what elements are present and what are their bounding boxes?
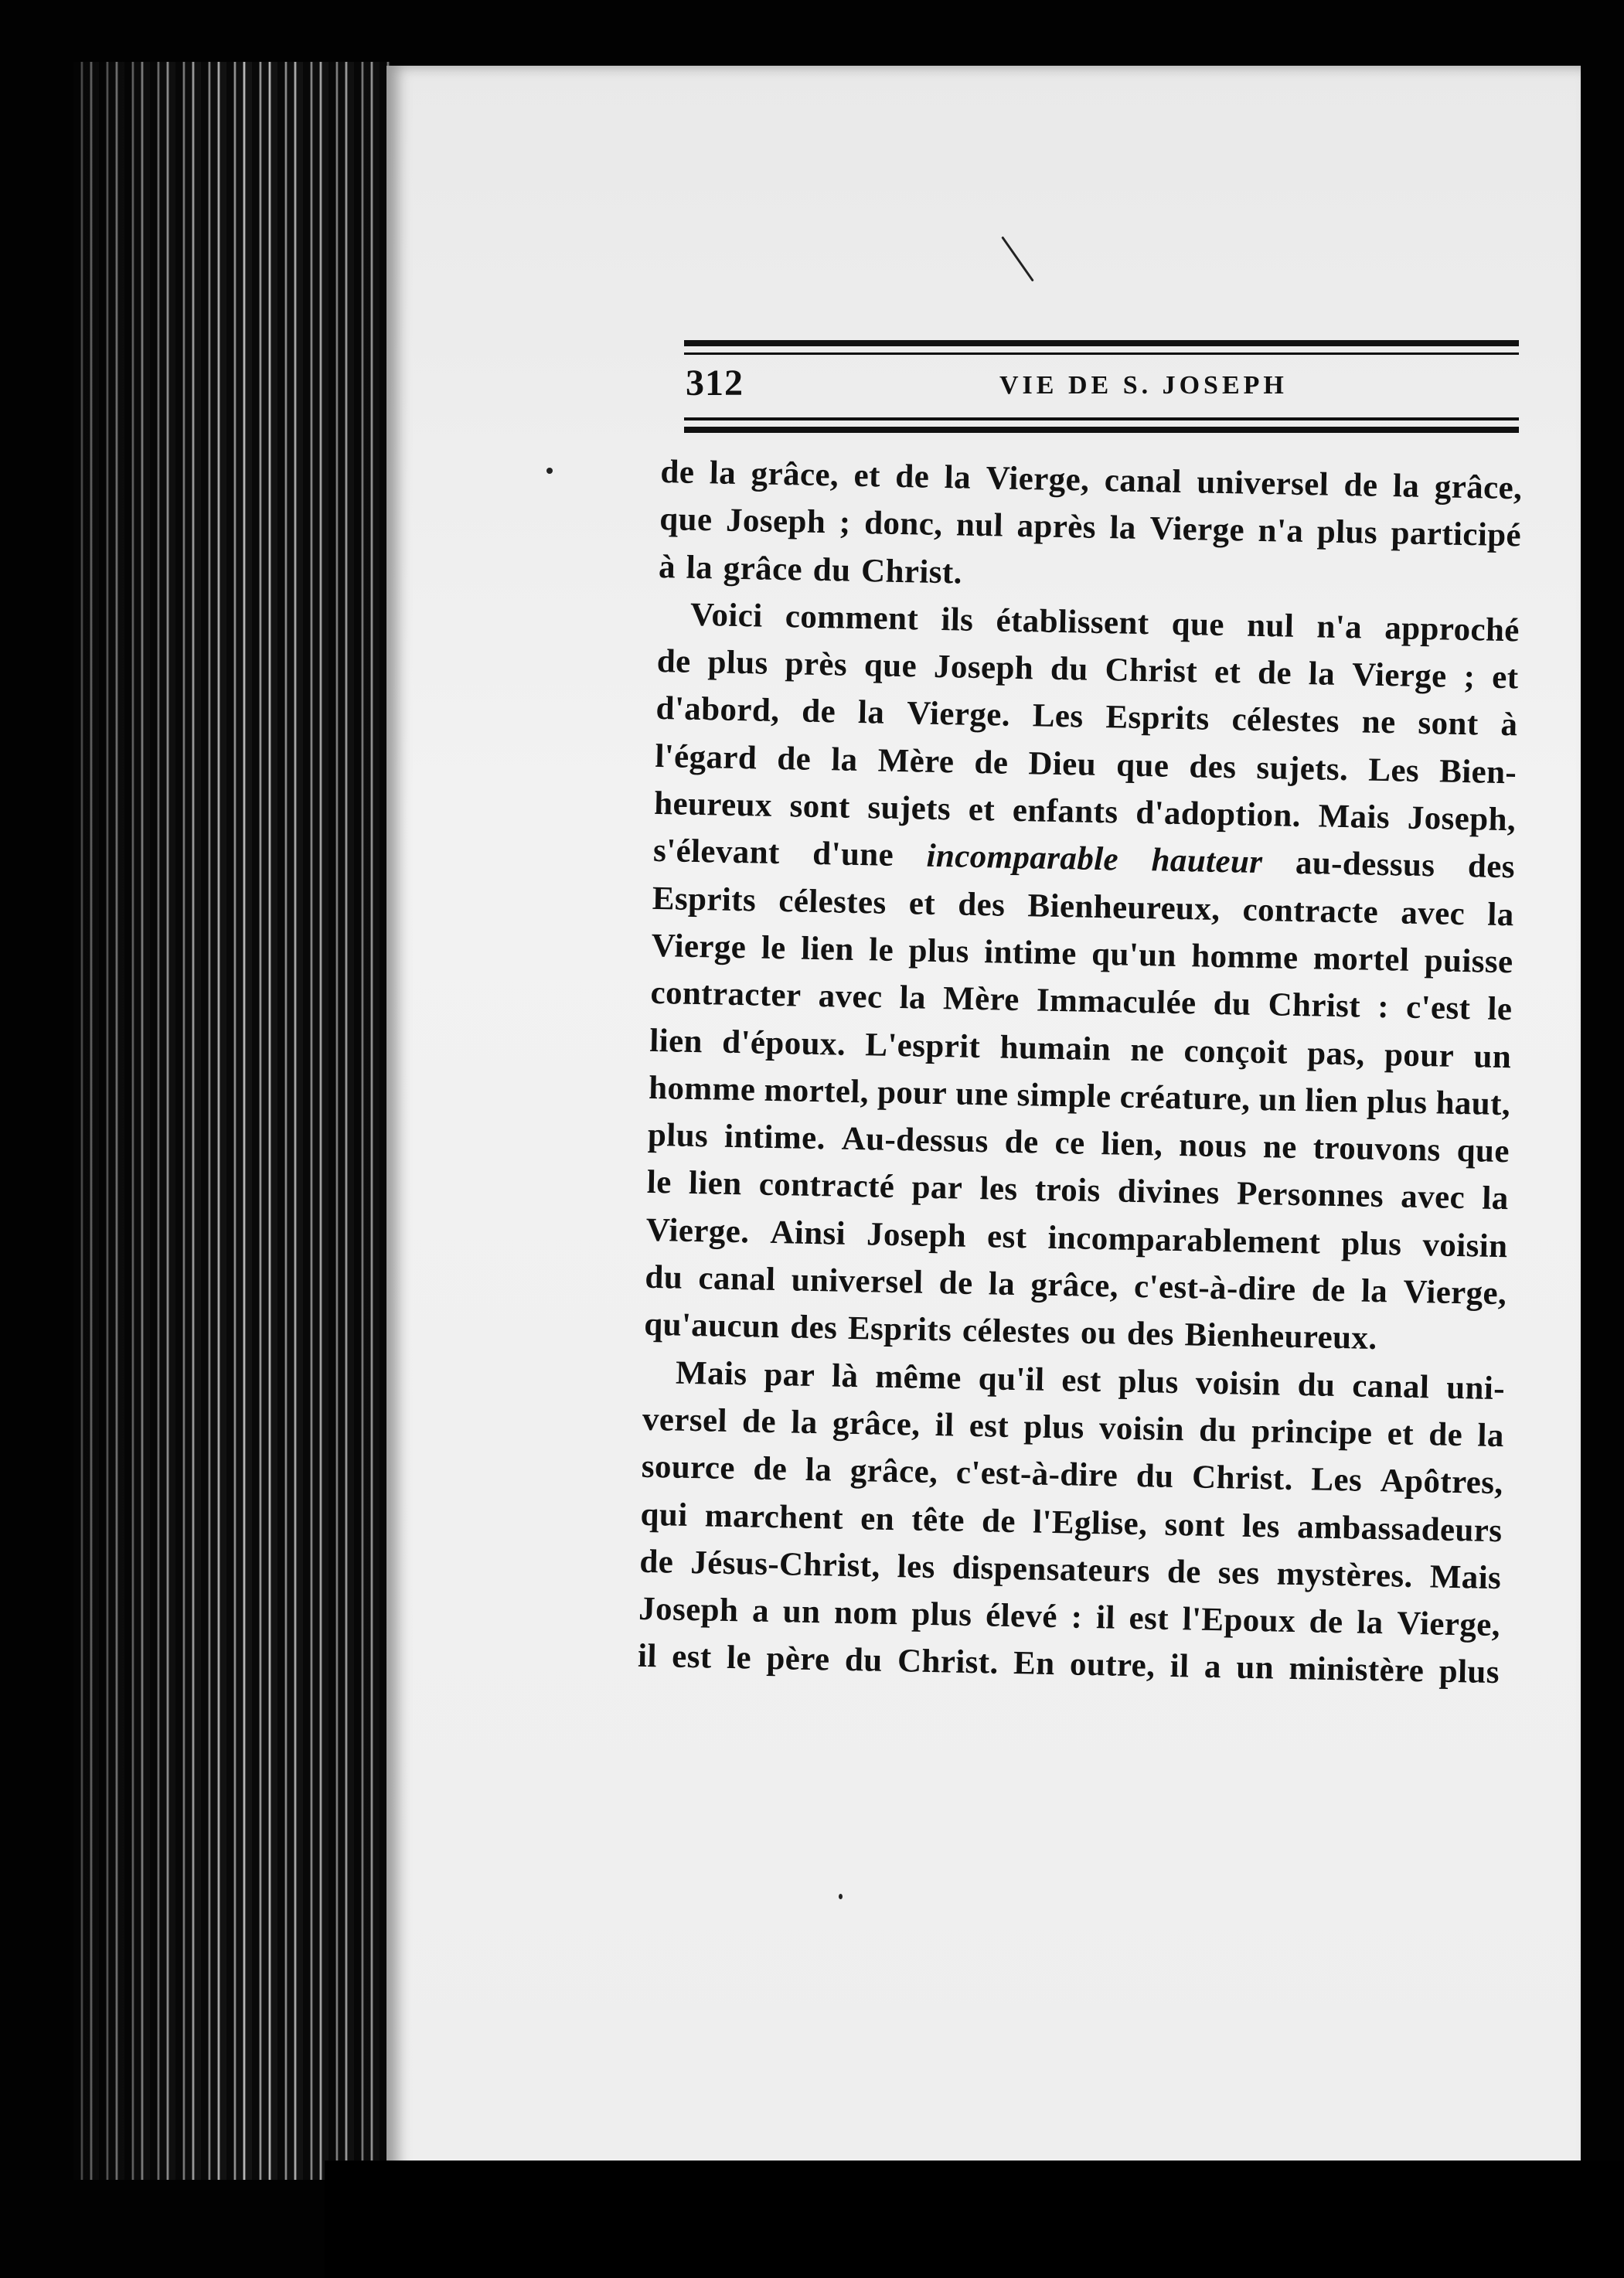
- word: de: [801, 693, 836, 730]
- word: à: [658, 548, 676, 585]
- word: ses: [1217, 1554, 1261, 1592]
- word: Les: [1310, 1461, 1363, 1499]
- header-rule: [684, 352, 1519, 355]
- word: des: [1126, 1316, 1175, 1354]
- word: Joseph: [725, 502, 826, 541]
- word: célestes: [1231, 701, 1340, 741]
- word: tête: [911, 1501, 965, 1539]
- word: intime.: [723, 1118, 826, 1157]
- word: trouvons: [1312, 1129, 1442, 1169]
- header-rule: [684, 417, 1519, 421]
- word: voisin: [1422, 1226, 1508, 1265]
- word: Personnes: [1236, 1175, 1384, 1215]
- word: les: [897, 1548, 936, 1585]
- word: père: [766, 1640, 830, 1678]
- header-rule: [684, 427, 1519, 433]
- word: de: [1166, 1553, 1202, 1591]
- word: haut,: [1435, 1085, 1511, 1123]
- word: qu'il: [978, 1360, 1045, 1398]
- word: sujets: [867, 789, 952, 828]
- word: la: [1356, 1604, 1384, 1642]
- word: pour: [1384, 1036, 1455, 1074]
- word: Au-dessus: [841, 1120, 989, 1160]
- word: Mère: [942, 980, 1020, 1019]
- word: Christ.: [860, 552, 963, 591]
- word: outre,: [1069, 1646, 1156, 1684]
- word: voisin: [1195, 1364, 1282, 1403]
- word: pour: [877, 1074, 948, 1112]
- word: la: [1392, 468, 1420, 505]
- word: est: [986, 1218, 1027, 1256]
- word: que: [1456, 1132, 1510, 1170]
- word: la: [1360, 1272, 1388, 1310]
- word: heureux: [653, 785, 773, 824]
- word: Christ: [1268, 986, 1361, 1025]
- word: grâce,: [1030, 1266, 1119, 1305]
- word: le: [761, 929, 787, 967]
- word: d'abord,: [655, 690, 780, 730]
- word: incomparablement: [1047, 1219, 1321, 1262]
- word: de: [660, 453, 695, 491]
- word: que: [1115, 747, 1169, 785]
- word: un: [1258, 1081, 1297, 1119]
- word: à: [1500, 707, 1518, 744]
- word: il: [637, 1638, 658, 1675]
- word: élevé: [985, 1597, 1058, 1636]
- word: grâce,: [832, 1405, 921, 1443]
- word: après: [1016, 508, 1097, 547]
- word: un: [1473, 1037, 1512, 1075]
- word: mortel: [1312, 940, 1410, 979]
- word: la: [988, 1265, 1016, 1303]
- running-title: VIE DE S. JOSEPH: [999, 371, 1288, 400]
- word: contracter: [650, 975, 802, 1014]
- word: lien: [649, 1022, 703, 1060]
- word: la: [709, 455, 737, 492]
- word: plus: [1438, 1653, 1500, 1691]
- italic-word: hauteur: [1151, 842, 1263, 881]
- word: de: [981, 1502, 1016, 1540]
- word: grâce,: [849, 1452, 938, 1491]
- word: plus: [1340, 1224, 1402, 1263]
- running-head: [684, 334, 1519, 450]
- word: source: [641, 1448, 736, 1487]
- word: Vierge: [651, 927, 747, 966]
- scan-speck: [546, 468, 553, 474]
- word: contracte: [1242, 891, 1379, 931]
- word: et: [1491, 659, 1519, 696]
- word: En: [1013, 1645, 1056, 1683]
- word: Christ: [1105, 652, 1198, 690]
- word: Les: [1032, 697, 1084, 736]
- word: canal: [1351, 1367, 1430, 1405]
- word: et: [853, 457, 881, 495]
- word: de: [639, 1543, 674, 1581]
- word: et: [1387, 1415, 1415, 1452]
- word: grâce,: [1434, 468, 1523, 507]
- word: le: [646, 1164, 672, 1201]
- word: Immaculée: [1036, 982, 1197, 1022]
- word: il: [935, 1406, 955, 1444]
- word: la: [830, 741, 859, 778]
- word: Vierge: [1351, 656, 1448, 695]
- word: les: [1241, 1507, 1281, 1545]
- word: lien: [800, 930, 855, 968]
- word: s'élevant: [652, 833, 781, 872]
- word: Vierge,: [1403, 1273, 1507, 1313]
- word: il: [1169, 1648, 1190, 1685]
- word: Apôtres,: [1380, 1462, 1504, 1502]
- word: et: [908, 884, 936, 922]
- word: de: [1004, 1123, 1040, 1161]
- word: que: [863, 647, 918, 685]
- word: ministère: [1289, 1650, 1425, 1690]
- word: de: [1309, 1603, 1343, 1641]
- word: plus: [1023, 1408, 1085, 1446]
- word: du: [1297, 1366, 1336, 1404]
- word: la: [1477, 1417, 1505, 1455]
- word: Bienheureux.: [1184, 1316, 1377, 1357]
- word: n'a: [1316, 608, 1363, 646]
- word: Vierge.: [906, 695, 1011, 734]
- word: approché: [1384, 609, 1520, 649]
- word: le: [1487, 990, 1513, 1028]
- word: avec: [1400, 894, 1466, 932]
- book-page-edges: [73, 62, 390, 2180]
- word: du: [1050, 650, 1089, 688]
- word: canal: [1104, 462, 1183, 500]
- word: est: [671, 1638, 713, 1676]
- word: Vierge,: [986, 460, 1090, 499]
- word: qui: [640, 1496, 689, 1534]
- word: Joseph: [638, 1590, 739, 1629]
- word: des: [1189, 747, 1237, 786]
- word: de: [1428, 1416, 1463, 1454]
- word: ne: [1262, 1129, 1298, 1166]
- word: un: [1235, 1650, 1275, 1687]
- italic-word: incomparable: [926, 838, 1119, 878]
- word: il: [1095, 1599, 1116, 1636]
- word: de: [1343, 466, 1378, 504]
- word: que: [1171, 605, 1225, 643]
- word: des: [957, 886, 1006, 924]
- word: le: [726, 1640, 752, 1677]
- word: Voici: [689, 596, 764, 635]
- word: de: [741, 1403, 777, 1441]
- word: universel: [1196, 464, 1330, 503]
- word: principe: [1251, 1412, 1373, 1452]
- page-number: 312: [686, 363, 744, 404]
- word: l'égard: [655, 737, 758, 777]
- word: la: [1109, 509, 1137, 547]
- word: Mais: [1318, 798, 1391, 836]
- word: Dieu: [1028, 744, 1097, 783]
- word: contracté: [758, 1166, 895, 1206]
- word: ne: [1361, 703, 1397, 741]
- word: créature,: [1119, 1078, 1251, 1118]
- word: universel: [791, 1262, 924, 1301]
- word: nul: [955, 506, 1004, 544]
- word: la: [1308, 655, 1336, 693]
- word: d'époux.: [721, 1023, 846, 1063]
- word: de: [753, 1450, 788, 1488]
- word: Jésus-Christ,: [689, 1544, 881, 1585]
- word: Esprits: [1105, 699, 1210, 738]
- word: de: [1257, 655, 1292, 692]
- word: a: [751, 1592, 770, 1630]
- body-text: [637, 453, 1522, 1701]
- word: d'une: [812, 836, 894, 874]
- word: de: [776, 740, 812, 778]
- word: d'adoption.: [1135, 794, 1302, 835]
- word: ;: [839, 504, 851, 542]
- word: l'Eglise,: [1032, 1503, 1148, 1542]
- word: ou: [1080, 1314, 1117, 1352]
- word: que: [659, 501, 713, 539]
- word: canal: [698, 1260, 776, 1299]
- word: humain: [999, 1029, 1112, 1067]
- word: Christ.: [1191, 1459, 1294, 1498]
- word: mortel,: [764, 1071, 870, 1111]
- word: est: [1129, 1600, 1169, 1638]
- word: lien: [688, 1165, 742, 1203]
- word: puisse: [1424, 942, 1513, 981]
- word: de: [938, 1265, 974, 1302]
- word: Mais: [675, 1354, 747, 1392]
- word: c'est: [1405, 989, 1471, 1027]
- word: avec: [1400, 1179, 1466, 1217]
- word: ne: [1130, 1031, 1165, 1069]
- word: donc,: [863, 505, 943, 543]
- word: Ainsi: [770, 1214, 846, 1252]
- word: la: [805, 1452, 832, 1489]
- word: de: [1311, 1272, 1347, 1309]
- word: du: [812, 551, 851, 589]
- word: de: [656, 643, 692, 680]
- word: Joseph,: [1407, 799, 1517, 839]
- word: par: [911, 1169, 963, 1207]
- word: des: [789, 1309, 838, 1347]
- scan-speck: [839, 1894, 843, 1899]
- word: grâce: [723, 550, 803, 588]
- word: pas,: [1306, 1034, 1366, 1073]
- word: simple: [1016, 1076, 1112, 1115]
- word: qu'aucun: [643, 1306, 781, 1346]
- word: la: [944, 459, 972, 496]
- scan-bottom-edge: [325, 2161, 1624, 2278]
- word: Bienheureux,: [1027, 887, 1221, 928]
- word: la: [1486, 896, 1515, 933]
- word: plus: [1118, 1363, 1180, 1401]
- word: voisin: [1098, 1410, 1185, 1449]
- word: plus: [647, 1116, 709, 1155]
- word: homme: [1190, 938, 1299, 976]
- word: du: [645, 1258, 683, 1296]
- word: lien: [1305, 1082, 1359, 1120]
- word: Joseph: [933, 649, 1034, 687]
- word: est: [1061, 1361, 1102, 1399]
- word: trois: [1034, 1171, 1101, 1210]
- word: en: [860, 1500, 895, 1537]
- word: Les: [1367, 751, 1420, 789]
- word: :: [1071, 1599, 1083, 1636]
- word: l'Epoux: [1182, 1601, 1296, 1640]
- word: Vierge.: [645, 1211, 750, 1251]
- word: célestes: [962, 1313, 1071, 1351]
- word: par: [764, 1356, 815, 1394]
- word: la: [899, 979, 927, 1016]
- word: Mère: [877, 742, 955, 781]
- word: intime: [983, 934, 1078, 972]
- word: la: [1481, 1180, 1510, 1217]
- word: ambassadeurs: [1296, 1508, 1503, 1549]
- word: avec: [818, 978, 883, 1016]
- word: uni-: [1445, 1369, 1506, 1407]
- word: mystères.: [1276, 1555, 1414, 1595]
- word: comment: [785, 598, 919, 638]
- word: sont: [1418, 705, 1479, 743]
- word: nul: [1246, 607, 1295, 645]
- word: Christ.: [897, 1643, 999, 1682]
- word: la: [857, 694, 885, 732]
- word: ils: [941, 601, 974, 638]
- word: est: [969, 1407, 1009, 1445]
- word: versel: [642, 1401, 728, 1439]
- word: établissent: [996, 602, 1149, 642]
- word: a: [1204, 1649, 1222, 1686]
- word: même: [874, 1358, 962, 1397]
- word: des: [1467, 848, 1516, 886]
- word: homme: [648, 1069, 756, 1108]
- word: grâce,: [751, 455, 839, 494]
- word: c'est-à-dire: [955, 1454, 1118, 1494]
- word: plus: [1316, 513, 1378, 552]
- word: du: [844, 1642, 883, 1680]
- word: au-dessus: [1295, 845, 1435, 884]
- word: sont: [789, 788, 851, 826]
- word: de: [974, 744, 1009, 781]
- word: conçoit: [1183, 1032, 1289, 1071]
- word: un: [782, 1593, 821, 1631]
- word: près: [785, 645, 848, 683]
- word: le: [868, 931, 894, 969]
- word: nous: [1178, 1127, 1248, 1165]
- word: divines: [1117, 1173, 1221, 1212]
- header-rule: [684, 340, 1519, 346]
- word: une: [955, 1075, 1009, 1113]
- word: plus: [911, 1595, 972, 1634]
- word: c'est-à-dire: [1133, 1268, 1296, 1309]
- word: ce: [1054, 1125, 1086, 1162]
- word: participé: [1391, 515, 1522, 554]
- word: Vierge,: [1396, 1605, 1501, 1644]
- word: là: [831, 1357, 859, 1394]
- word: de: [894, 458, 930, 495]
- word: la: [686, 549, 713, 586]
- word: du: [1135, 1458, 1174, 1496]
- word: marchent: [704, 1497, 844, 1537]
- word: plus: [1366, 1083, 1428, 1122]
- word: sont: [1164, 1506, 1226, 1544]
- word: célestes: [778, 882, 887, 921]
- word: Vierge: [1149, 510, 1245, 549]
- word: la: [790, 1404, 819, 1442]
- word: du: [1198, 1411, 1238, 1449]
- word: L'esprit: [864, 1026, 981, 1065]
- word: Esprits: [847, 1310, 952, 1349]
- word: lien,: [1101, 1125, 1163, 1163]
- word: Esprits: [652, 880, 757, 919]
- word: les: [979, 1170, 1019, 1208]
- word: n'a: [1258, 512, 1304, 550]
- word: enfants: [1012, 792, 1118, 831]
- word: nom: [833, 1594, 899, 1633]
- word: :: [1377, 989, 1390, 1026]
- word: qu'un: [1091, 935, 1177, 974]
- word: sujets.: [1256, 749, 1349, 788]
- word: et: [968, 791, 996, 829]
- word: dispensateurs: [952, 1549, 1151, 1590]
- word: Mais: [1429, 1558, 1502, 1596]
- word: et: [1214, 653, 1241, 691]
- word: plus: [707, 644, 769, 682]
- word: plus: [908, 932, 970, 970]
- word: Bien-: [1438, 753, 1517, 792]
- word: du: [1213, 986, 1251, 1023]
- word: ;: [1463, 659, 1476, 696]
- word: Joseph: [866, 1216, 967, 1255]
